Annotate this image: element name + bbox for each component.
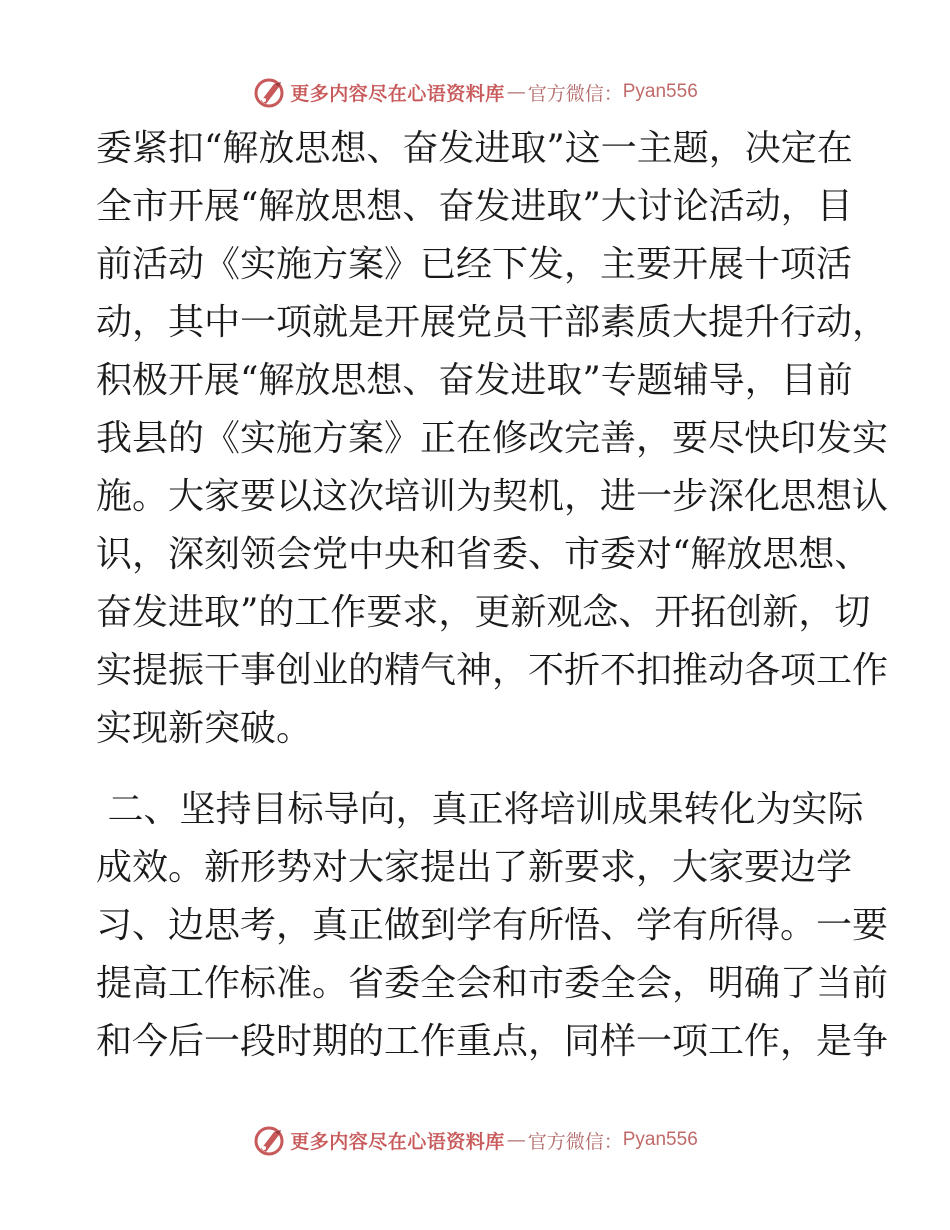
text-line: 奋发进取”的工作要求，更新观念、开拓创新，切 [96,592,871,633]
watermark-dash: — [506,81,526,103]
watermark-official-label: 官方微信： [527,82,623,105]
text-line: 积极开展“解放思想、奋发进取”专题辅导，目前 [96,360,853,401]
text-line: 实现新突破。 [96,708,313,749]
text-line: 我县的《实施方案》正在修改完善，要尽快印发实 [96,418,889,459]
paragraph-1 [96,120,889,758]
watermark-site-name: 更多内容尽在心语资料库 [290,1130,505,1153]
text-line: 成效。新形势对大家提出了新要求，大家要边学 [96,847,853,888]
document-body [96,120,889,1071]
watermark-wechat-id: Pyan556 [622,1129,698,1150]
text-line: 习、边思考，真正做到学有所悟、学有所得。一要 [96,905,889,946]
watermark-dash: — [506,1129,526,1151]
watermark-wechat-id: Pyan556 [622,81,698,102]
text-line: 动，其中一项就是开展党员干部素质大提升行动， [96,302,889,343]
text-line: 前活动《实施方案》已经下发，主要开展十项活 [96,244,853,285]
paragraph-gap [96,758,856,781]
paragraph-2 [96,781,889,1071]
text-line: 识，深刻领会党中央和省委、市委对“解放思想、 [96,534,871,575]
text-line: 和今后一段时期的工作重点，同样一项工作，是争 [96,1021,889,1062]
text-line: 实提振干事创业的精气神，不折不扣推动各项工作 [96,650,889,691]
text-line: 二、坚持目标导向，真正将培训成果转化为实际 [96,789,864,830]
text-line: 施。大家要以这次培训为契机，进一步深化思想认 [96,476,889,517]
pen-nib-logo-icon [252,75,286,109]
watermark-official-label: 官方微信： [527,1130,623,1153]
text-line: 提高工作标准。省委全会和市委全会，明确了当前 [96,963,889,1004]
text-line: 全市开展“解放思想、奋发进取”大讨论活动，目 [96,186,853,227]
text-line: 委紧扣“解放思想、奋发进取”这一主题，决定在 [96,128,853,169]
watermark-site-name: 更多内容尽在心语资料库 [290,82,505,105]
footer-watermark [0,1120,950,1160]
pen-nib-logo-icon [252,1123,286,1157]
header-watermark [0,72,950,112]
